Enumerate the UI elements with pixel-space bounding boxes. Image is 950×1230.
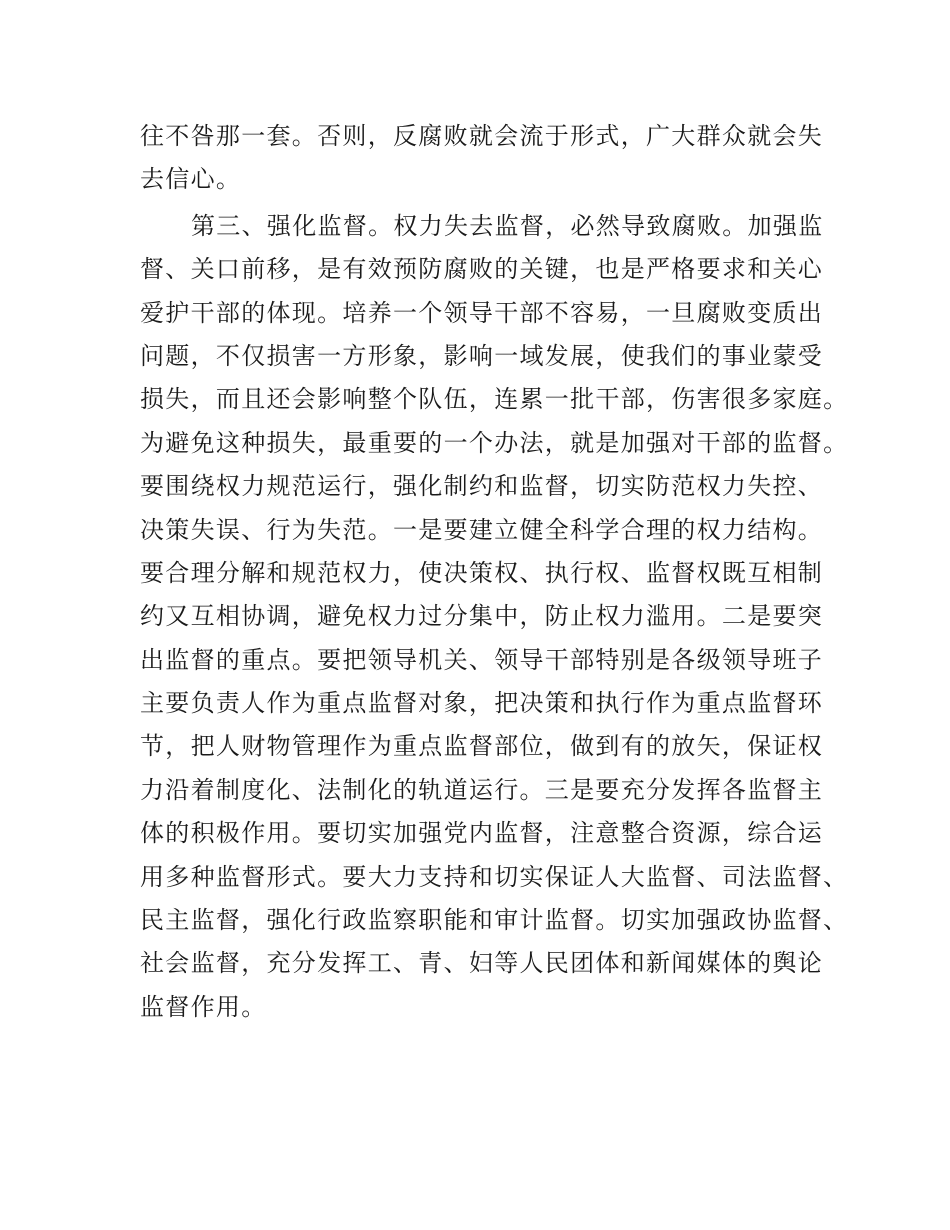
paragraph-strengthen-supervision [140, 205, 849, 1029]
text-line: 用多种监督形式。要大力支持和切实保证人大监督、司法监督、 [140, 862, 849, 891]
text-line: 去信心。 [140, 165, 242, 194]
text-line: 力沿着制度化、法制化的轨道运行。三是要充分发挥各监督主 [140, 775, 824, 804]
paragraph-continuation [140, 115, 824, 202]
text-line: 监督作用。 [140, 992, 267, 1021]
text-line: 爱护干部的体现。培养一个领导干部不容易，一旦腐败变质出 [140, 298, 824, 327]
text-line: 节，把人财物管理作为重点监督部位，做到有的放矢，保证权 [140, 732, 824, 761]
text-line: 体的积极作用。要切实加强党内监督，注意整合资源，综合运 [140, 819, 824, 848]
text-line: 问题，不仅损害一方形象，影响一域发展，使我们的事业蒙受 [140, 341, 824, 370]
text-line: 损失，而且还会影响整个队伍，连累一批干部，伤害很多家庭。 [140, 385, 849, 414]
text-line: 出监督的重点。要把领导机关、领导干部特别是各级领导班子 [140, 645, 824, 674]
text-line: 主要负责人作为重点监督对象，把决策和执行作为重点监督环 [140, 689, 824, 718]
text-line: 要围绕权力规范运行，强化制约和监督，切实防范权力失控、 [140, 472, 824, 501]
text-line-first: 第三、强化监督。权力失去监督，必然导致腐败。加强监 [191, 211, 824, 240]
text-line: 决策失误、行为失范。一是要建立健全科学合理的权力结构。 [140, 515, 824, 544]
text-line: 往不咎那一套。否则，反腐败就会流于形式，广大群众就会失 [140, 122, 824, 150]
text-line: 督、关口前移，是有效预防腐败的关键，也是严格要求和关心 [140, 255, 824, 284]
document-body [140, 115, 849, 1029]
text-line: 民主监督，强化行政监察职能和审计监督。切实加强政协监督、 [140, 906, 849, 935]
text-line: 要合理分解和规范权力，使决策权、执行权、监督权既互相制 [140, 558, 824, 587]
text-line: 约又互相协调，避免权力过分集中，防止权力滥用。二是要突 [140, 602, 824, 631]
text-line: 社会监督，充分发挥工、青、妇等人民团体和新闻媒体的舆论 [140, 949, 824, 978]
text-line: 为避免这种损失，最重要的一个办法，就是加强对干部的监督。 [140, 428, 849, 457]
